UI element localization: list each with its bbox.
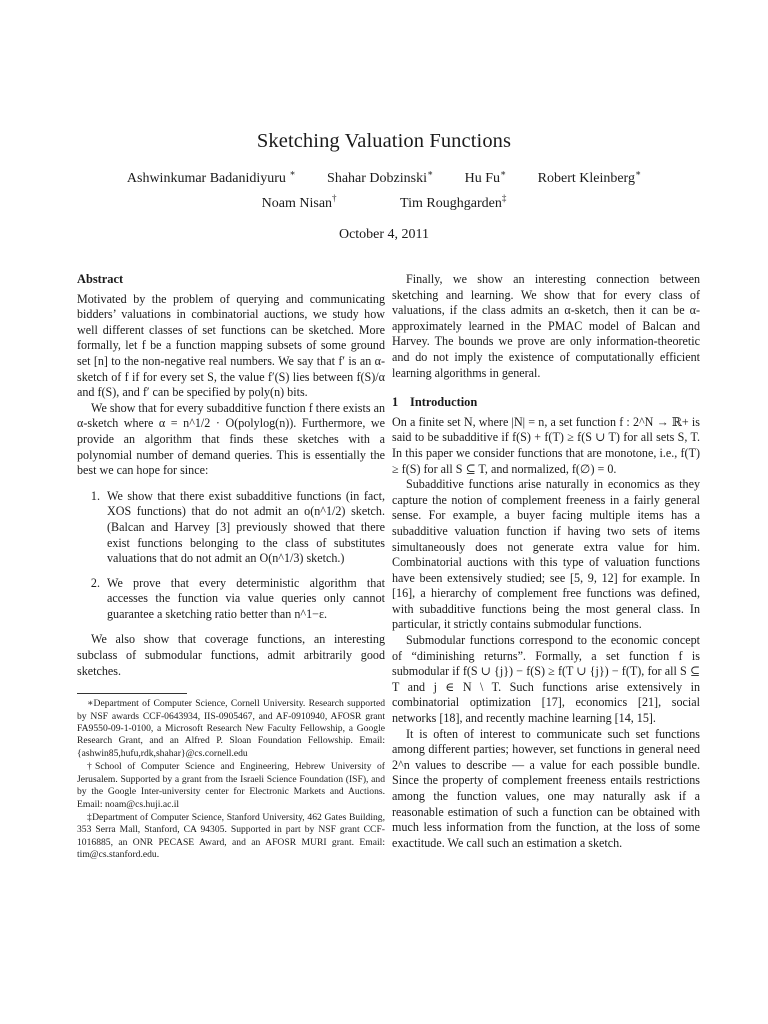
footnote-divider	[77, 693, 187, 694]
paper-date: October 4, 2011	[338, 227, 430, 242]
author-name: Ashwinkumar Badanidiyuru ∗	[126, 168, 296, 186]
body-paragraph: On a finite set N, where |N| = n, a set function f : 2^N → ℝ+ is said to be subadditive if f(S) + f(T) ≥ f(S ∪ T) for all sets S, T. In this paper we consider functions that are monotone, i.e., f(T) ≥ f(S) for all S ⊆ T, and normalized, f(∅) = 0.	[392, 414, 700, 476]
footnote: †School of Computer Science and Engineering, Hebrew University of Jerusalem. Supported by a grant from the Israeli Science Foundation (ISF), and by the Google Inter-university center for Electronic Markets and Auctions. Email: noam@cs.huji.ac.il	[77, 761, 385, 810]
author-name: Noam Nisan†	[261, 193, 337, 211]
author-list-row-1	[0, 168, 768, 187]
body-paragraph: It is often of interest to communicate such set functions among different parties; however, set functions in general need 2^n values to describe — a value for each possible bundle. Since the property of complement freeness entails restrictions among the function values, one may naturally ask if a reasonable estimation of such a function can be obtained with much less information from the function, at the loss of some exactitude. We call such an estimation a sketch.	[392, 726, 700, 850]
footnote: ∗Department of Computer Science, Cornell University. Research supported by NSF awards CCF-0643934, IIS-0905467, and AF-0910940, AFOSR grant FA9550-09-1-0100, a Microsoft Research New Faculty Fellowship, a Google Research Grant, and an Alfred P. Sloan Foundation Fellowship. Email: {ashwin85,hufu,rdk,shahar}@cs.cornell.edu	[77, 698, 385, 759]
list-item: 1. We show that there exist subadditive functions (in fact, XOS functions) that do not admit an o(n^1/2) sketch. (Balcan and Harvey [3] previously showed that there exist functions belonging to the class of substitutes valuations that do not admit an O(n^1/3) sketch.)	[103, 489, 385, 567]
section-heading	[392, 395, 700, 411]
footnote: ‡Department of Computer Science, Stanford University, 462 Gates Building, 353 Serra Mall, Stanford, CA 94305. Supported in part by NSF grant CCF-1016885, an ONR PECASE Award, and an AFOSR MURI grant. Email: tim@cs.stanford.edu.	[77, 811, 385, 861]
footnotes	[77, 698, 385, 861]
list-item: 2. We prove that every deterministic algorithm that accesses the function via value queries only cannot guarantee a sketching ratio better than n^1−ε.	[103, 576, 385, 623]
contribution-list	[77, 489, 385, 623]
abstract-paragraph: We show that for every subadditive function f there exists an α-sketch where α = n^1/2 · O(polylog(n)). Furthermore, we provide an algorithm that finds these sketches with a polynomial number of demand queries. This is essentially the best we can hope for since:	[77, 400, 385, 478]
author-list-row-2	[0, 193, 768, 212]
left-column	[77, 272, 385, 862]
body-paragraph: Subadditive functions arise naturally in economics as they capture the notion of complement freeness in a fairly general sense. For example, a buyer facing multiple items has a subadditive valuation function if having two sets of items simultaneously does not generate extra value for him. Combinatorial auctions with this type of valuation functions have been extensively studied; see [5, 9, 12] for example. In [16], a hierarchy of complement free functions was defined, with subadditive functions being the most general class. In particular, it strictly contains submodular functions.	[392, 477, 700, 632]
abstract-paragraph: Motivated by the problem of querying and communicating bidders’ valuations in combinatorial auctions, we study how well different classes of set functions can be sketched. More formally, let f be a function mapping subsets of some ground set [n] to the non-negative real numbers. We say that f′ is an α-sketch of f if for every set S, the value f′(S) lies between f(S)/α and f(S), and f′ can be specified by poly(n) bits.	[77, 291, 385, 400]
abstract-paragraph: We also show that coverage functions, an interesting subclass of submodular functions, admit arbitrarily good sketches.	[77, 632, 385, 678]
author-name: Tim Roughgarden‡	[400, 193, 507, 211]
abstract-heading: Abstract	[77, 272, 124, 286]
author-name: Hu Fu∗	[464, 168, 507, 186]
author-name: Robert Kleinberg∗	[537, 168, 642, 186]
author-name: Shahar Dobzinski∗	[327, 168, 434, 186]
section-title: Introduction	[410, 395, 478, 410]
right-column	[392, 272, 700, 851]
abstract-paragraph: Finally, we show an interesting connection between sketching and learning. We show that for every class of valuations, if the class admits an α-sketch, then it can be α-approximately learned in the PMAC model of Balcan and Harvey. The bounds we prove are only information-theoretic and do not imply the existence of computationally efficient learning algorithms in general.	[392, 272, 700, 380]
section-number: 1	[392, 395, 399, 410]
paper-title: Sketching Valuation Functions	[256, 130, 512, 152]
body-paragraph: Submodular functions correspond to the economic concept of “diminishing returns”. Formally, a set function f is submodular if f(S ∪ {j}) − f(S) ≥ f(T ∪ {j}) − f(T), for all S ⊆ T and j ∈ N \ T. Such functions arise extensively in combinatorial optimization [17], economics [21], social networks [18], and recently machine learning [14, 15].	[392, 633, 700, 726]
